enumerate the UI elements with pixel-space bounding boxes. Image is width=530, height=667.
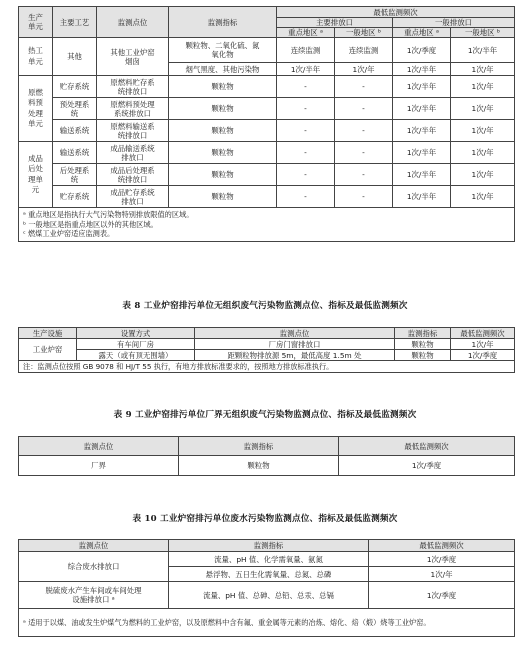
freq-cell: 1次/半年 — [393, 76, 451, 98]
method-cell: 露天（或有顶无围墙） — [77, 350, 195, 361]
header-indicator: 监测指标 — [179, 437, 339, 456]
header-general-area: 一般地区 ᵇ — [335, 28, 393, 38]
freq-cell: 1次/季度 — [369, 582, 515, 609]
freq-cell: - — [277, 164, 335, 186]
process-cell: 其他 — [53, 38, 97, 76]
freq-cell: 1次/半年 — [451, 38, 515, 63]
header-point: 监测点位 — [97, 7, 169, 38]
freq-cell: 1次/半年 — [393, 164, 451, 186]
indicator-cell: 颗粒物 — [169, 142, 277, 164]
indicator-cell: 颗粒物 — [169, 164, 277, 186]
facility-cell: 工业炉窑 — [19, 339, 77, 361]
freq-cell: 1次/季度 — [451, 350, 515, 361]
header-general-area: 一般地区 ᵇ — [451, 28, 515, 38]
point-cell: 综合废水排放口 — [19, 552, 169, 582]
freq-cell: 1次/半年 — [393, 63, 451, 76]
table-note: 注：监测点位按照 GB 9078 和 HJ/T 55 执行，有地方排放标准要求的，按照地方排放标准执行。 — [19, 361, 515, 373]
unit-cell: 原燃 料预 处理 单元 — [19, 76, 53, 142]
table-10 — [18, 539, 515, 637]
indicator-cell: 悬浮物、五日生化需氧量、总氮、总磷 — [169, 567, 369, 582]
freq-cell: 连续监测 — [277, 38, 335, 63]
freq-cell: - — [277, 120, 335, 142]
freq-cell: 1次/季度 — [339, 456, 515, 476]
header-freq: 最低监测频次 — [369, 540, 515, 552]
freq-cell: - — [277, 98, 335, 120]
indicator-cell: 流量、pH 值、总砷、总铅、总汞、总镉 — [169, 582, 369, 609]
point-cell: 距颗粒物排放源 5m，最低高度 1.5m 处 — [195, 350, 395, 361]
table-7-continued — [18, 6, 515, 242]
freq-cell: - — [335, 186, 393, 208]
freq-cell: 1次/年 — [451, 164, 515, 186]
table-8 — [18, 327, 515, 373]
header-point: 监测点位 — [19, 437, 179, 456]
indicator-cell: 颗粒物 — [169, 186, 277, 208]
indicator-cell: 颗粒物 — [169, 98, 277, 120]
freq-cell: - — [335, 142, 393, 164]
indicator-cell: 颗粒物 — [179, 456, 339, 476]
process-cell: 输送系统 — [53, 142, 97, 164]
header-freq: 最低监测频次 — [339, 437, 515, 456]
unit-cell: 成品 后处 理单 元 — [19, 142, 53, 208]
freq-cell: - — [277, 186, 335, 208]
freq-cell: - — [335, 76, 393, 98]
freq-cell: 1次/半年 — [393, 142, 451, 164]
header-unit: 生产 单元 — [19, 7, 53, 38]
indicator-cell: 流量、pH 值、化学需氧量、氨氮 — [169, 552, 369, 567]
table-10-caption: 表 10 工业炉窑排污单位废水污染物监测点位、指标及最低监测频次 — [132, 514, 398, 524]
freq-cell: 1次/半年 — [393, 120, 451, 142]
freq-cell: 1次/年 — [451, 76, 515, 98]
point-cell: 其他工业炉窑 烟囱 — [97, 38, 169, 76]
freq-cell: - — [277, 76, 335, 98]
point-cell: 原燃料贮存系 统排放口 — [97, 76, 169, 98]
point-cell: 成品输送系统 排放口 — [97, 142, 169, 164]
freq-cell: 1次/年 — [451, 120, 515, 142]
freq-cell: 1次/年 — [451, 339, 515, 350]
header-process: 主要工艺 — [53, 7, 97, 38]
header-method: 设置方式 — [77, 328, 195, 339]
header-point: 监测点位 — [19, 540, 169, 552]
indicator-cell: 颗粒物、二氧化硫、氮 氧化物 — [169, 38, 277, 63]
freq-cell: 1次/半年 — [277, 63, 335, 76]
note-line: ᶜ 燃煤工业炉窑适应监测表。 — [23, 229, 115, 239]
freq-cell: 1次/季度 — [369, 552, 515, 567]
process-cell: 后处理系 统 — [53, 164, 97, 186]
note-line: ᵇ 一般地区是指重点地区以外的其他区域。 — [23, 219, 158, 229]
freq-cell: 1次/年 — [451, 98, 515, 120]
freq-cell: 1次/年 — [451, 186, 515, 208]
indicator-cell: 烟气黑度、其他污染物 — [169, 63, 277, 76]
freq-cell: - — [335, 120, 393, 142]
process-cell: 贮存系统 — [53, 76, 97, 98]
point-cell: 脱硫废水产生车间或车间处理 设施排放口 ᵃ — [19, 582, 169, 609]
header-key-area: 重点地区 ᵃ — [277, 28, 335, 38]
method-cell: 有车间厂房 — [77, 339, 195, 350]
point-cell: 厂界 — [19, 456, 179, 476]
header-general-outlet: 一般排放口 — [393, 18, 515, 28]
freq-cell: 1次/年 — [451, 142, 515, 164]
table-8-caption: 表 8 工业炉窑排污单位无组织废气污染物监测点位、指标及最低监测频次 — [122, 301, 408, 311]
freq-cell: 1次/年 — [335, 63, 393, 76]
freq-cell: 1次/年 — [369, 567, 515, 582]
indicator-cell: 颗粒物 — [395, 339, 451, 350]
header-indicator: 监测指标 — [169, 540, 369, 552]
header-point: 监测点位 — [195, 328, 395, 339]
table-9 — [18, 436, 515, 476]
process-cell: 预处理系 统 — [53, 98, 97, 120]
freq-cell: - — [277, 142, 335, 164]
freq-cell: 1次/半年 — [393, 98, 451, 120]
point-cell: 原燃料预处理 系统排放口 — [97, 98, 169, 120]
point-cell: 成品贮存系统 排放口 — [97, 186, 169, 208]
table-notes — [19, 208, 515, 242]
indicator-cell: 颗粒物 — [395, 350, 451, 361]
freq-cell: - — [335, 98, 393, 120]
point-cell: 成品后处理系 统排放口 — [97, 164, 169, 186]
header-key-area: 重点地区 ᵃ — [393, 28, 451, 38]
freq-cell: 1次/半年 — [393, 186, 451, 208]
process-cell: 贮存系统 — [53, 186, 97, 208]
header-facility: 生产设施 — [19, 328, 77, 339]
freq-cell: 连续监测 — [335, 38, 393, 63]
indicator-cell: 颗粒物 — [169, 76, 277, 98]
table-9-caption: 表 9 工业炉窑排污单位厂界无组织废气污染物监测点位、指标及最低监测频次 — [113, 410, 417, 420]
table-note: ᵃ 适用于以煤、油或发生炉煤气为燃料的工业炉窑，以及原燃料中含有氟、重金属等元素的冶炼、熔化、焙（煅）烧等工业炉窑。 — [19, 609, 515, 637]
note-line: ᵃ 重点地区是指执行大气污染物特别排放限值的区域。 — [23, 210, 194, 220]
point-cell: 厂房门窗排放口 — [195, 339, 395, 350]
indicator-cell: 颗粒物 — [169, 120, 277, 142]
header-main-outlet: 主要排放口 — [277, 18, 393, 28]
header-indicator: 监测指标 — [395, 328, 451, 339]
header-indicator: 监测指标 — [169, 7, 277, 38]
freq-cell: 1次/年 — [451, 63, 515, 76]
header-freq: 最低监测频次 — [451, 328, 515, 339]
point-cell: 原燃料输送系 统排放口 — [97, 120, 169, 142]
freq-cell: 1次/季度 — [393, 38, 451, 63]
header-min-freq: 最低监测频次 — [277, 7, 515, 18]
unit-cell: 热工 单元 — [19, 38, 53, 76]
freq-cell: - — [335, 164, 393, 186]
process-cell: 输送系统 — [53, 120, 97, 142]
